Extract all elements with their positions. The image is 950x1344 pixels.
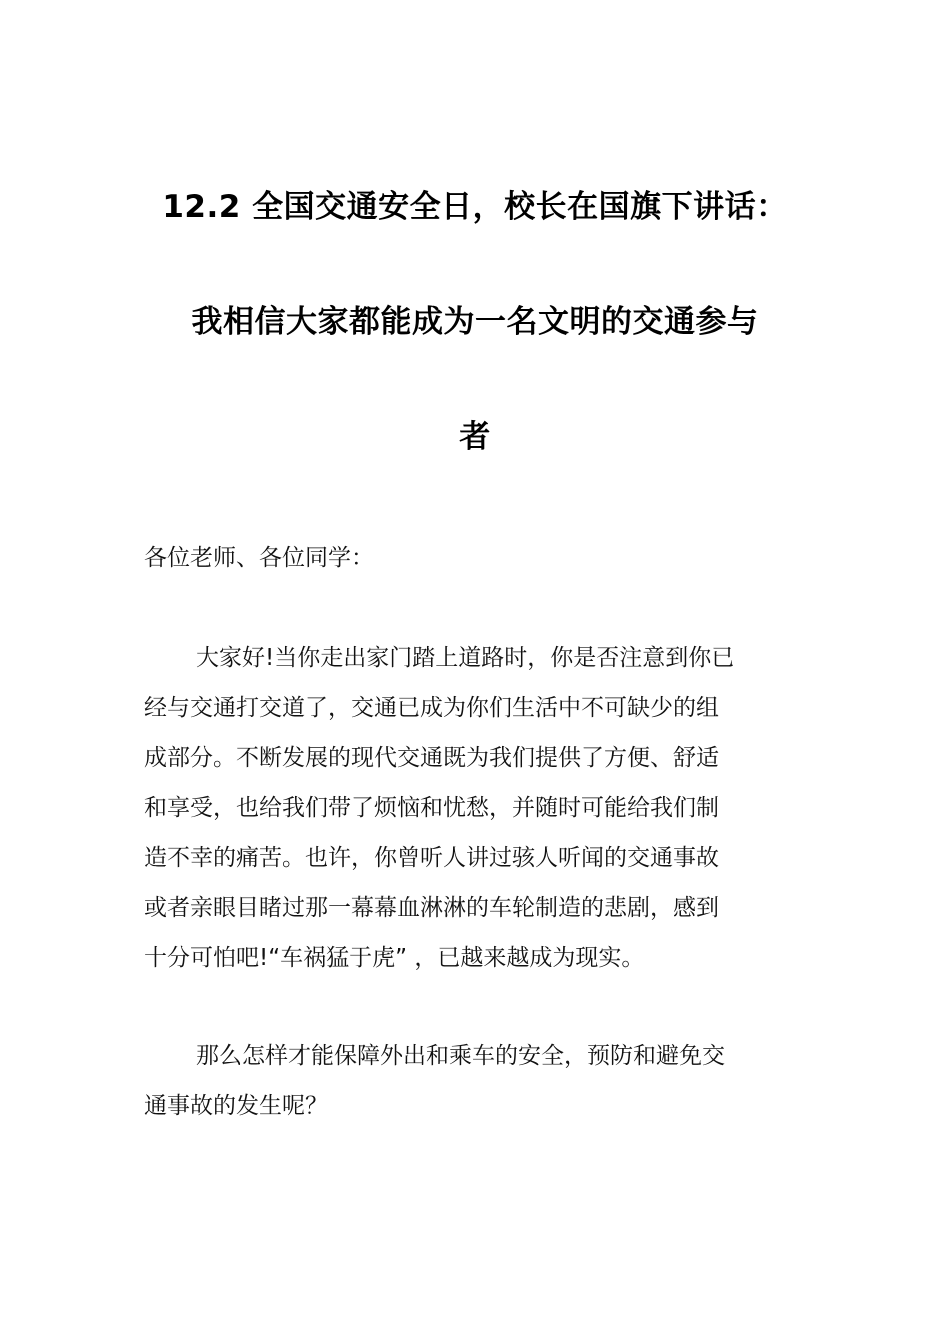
title-line: 者	[459, 419, 491, 455]
paragraph-line: 经与交通打交道了，交通已成为你们生活中不可缺少的组	[144, 695, 719, 721]
paragraph-line: 十分可怕吧!“车祸猛于虎” ，已越来越成为现实。	[144, 945, 645, 971]
title-line: 我相信大家都能成为一名文明的交通参与	[191, 304, 759, 340]
paragraph-line: 通事故的发生呢？	[144, 1093, 328, 1119]
paragraph-line: 那么怎样才能保障外出和乘车的安全，预防和避免交	[196, 1043, 725, 1069]
paragraph-line: 造不幸的痛苦。也许，你曾听人讲过骇人听闻的交通事故	[144, 845, 719, 871]
paragraph-line: 或者亲眼目睹过那一幕幕血淋淋的车轮制造的悲剧，感到	[144, 895, 719, 921]
salutation: 各位老师、各位同学：	[144, 545, 374, 571]
title-line: 12.2 全国交通安全日，校长在国旗下讲话：	[162, 189, 788, 225]
body-paragraph	[144, 1031, 810, 1131]
paragraph-line: 成部分。不断发展的现代交通既为我们提供了方便、舒适	[144, 745, 719, 771]
document-title	[140, 150, 810, 495]
body-paragraph	[144, 633, 810, 983]
paragraph-line: 大家好!当你走出家门踏上道路时，你是否注意到你已	[196, 645, 735, 671]
paragraph-line: 和享受，也给我们带了烦恼和忧愁，并随时可能给我们制	[144, 795, 719, 821]
